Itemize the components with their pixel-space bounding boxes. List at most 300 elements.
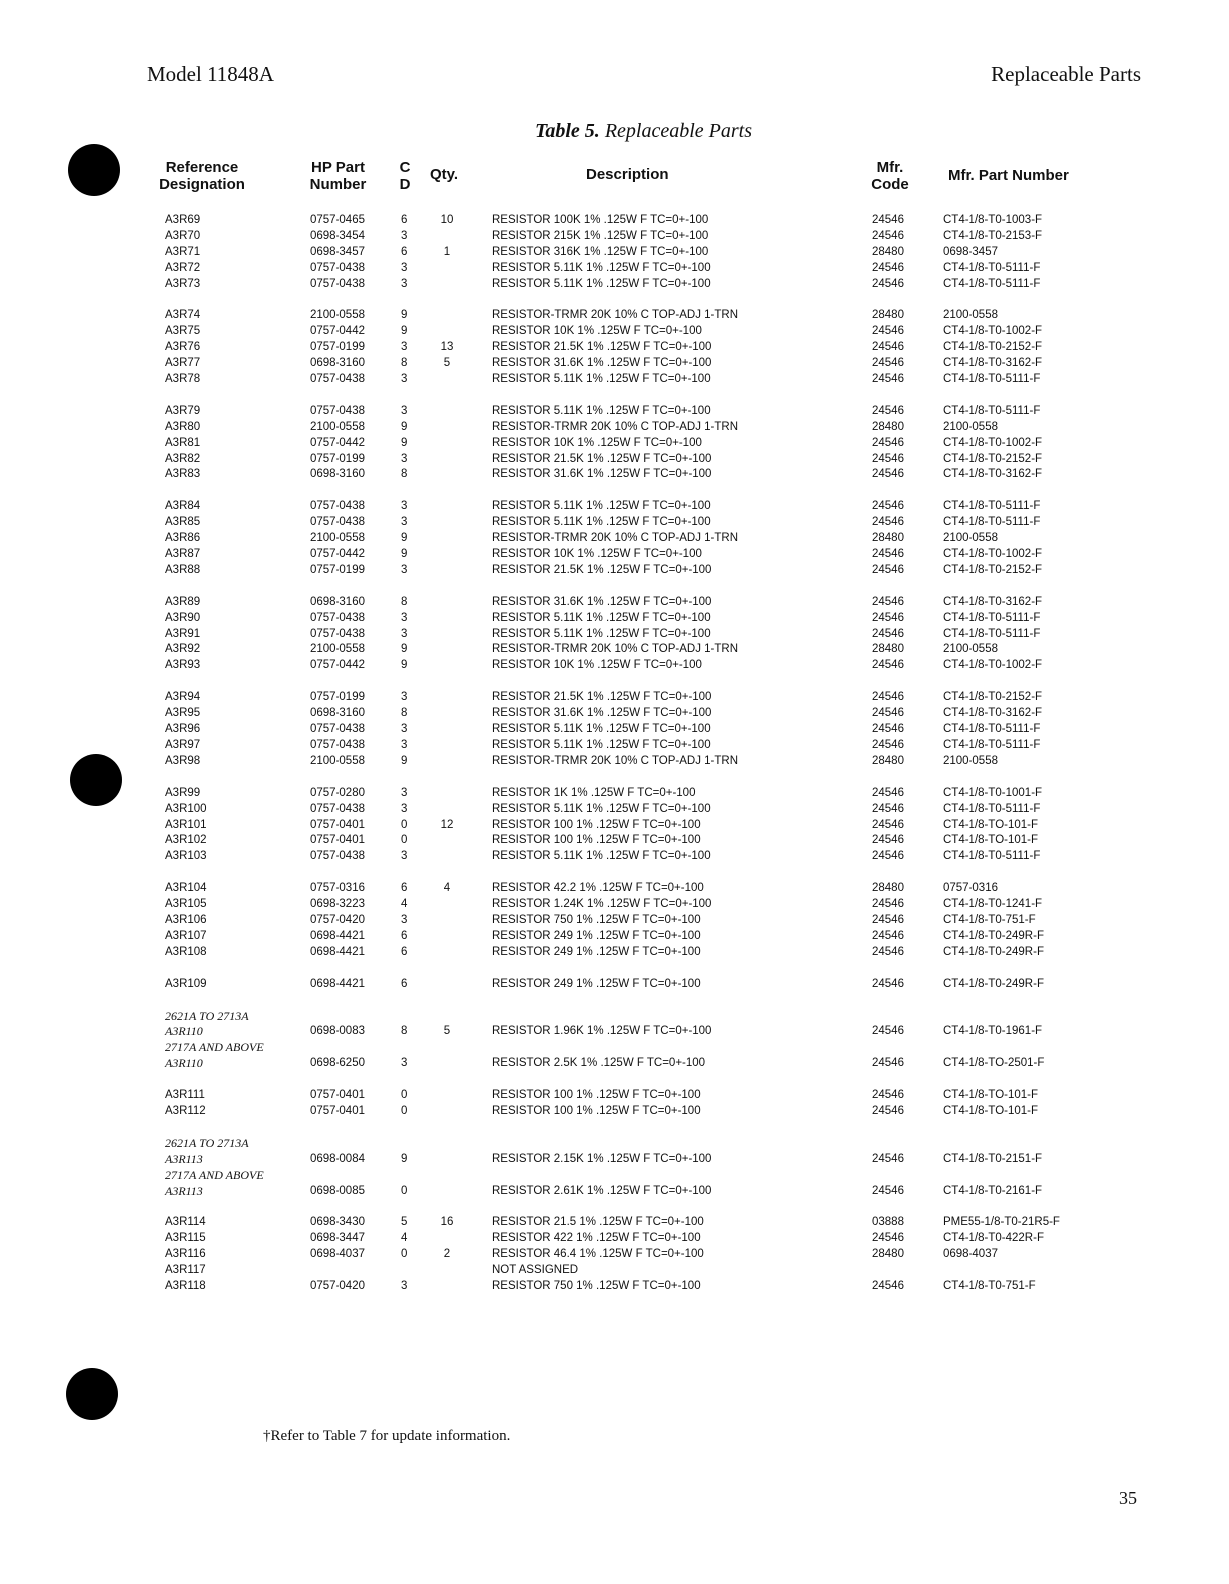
cell-mfr-part-number: CT4-1/8-T0-1241-F [943,898,1043,911]
cell-description: RESISTOR 5.11K 1% .125W F TC=0+-100 [492,261,711,274]
table-row [0,929,1229,945]
table-row [0,308,1229,324]
table-row [0,627,1229,643]
cell-cd: 0 [401,1248,408,1261]
cell-cd: 8 [401,595,408,608]
cell-description: RESISTOR 21.5K 1% .125W F TC=0+-100 [492,691,712,704]
column-header-description: Description [586,166,669,183]
cell-mfr-code: 24546 [872,436,904,449]
cell-mfr-code: 24546 [872,548,904,561]
cell-cd: 9 [401,309,408,322]
cell-cd: 3 [401,738,408,751]
cell-hp-part: 0757-0442 [310,325,365,338]
group-spacer [0,1120,1229,1136]
cell-mfr-code: 24546 [872,1152,904,1165]
table-row [0,658,1229,674]
cell-mfr-part-number: CT4-1/8-T0-1002-F [943,325,1043,338]
cell-hp-part: 0698-3223 [310,898,365,911]
cell-reference: A3R80 [165,420,201,433]
column-header-text: Reference [165,159,239,176]
cell-mfr-part-number: CT4-1/8-T0-5111-F [943,611,1041,624]
cell-description: RESISTOR 5.11K 1% .125W F TC=0+-100 [492,738,711,751]
table-row [0,245,1229,261]
group-spacer [0,993,1229,1009]
cell-reference: A3R110 [165,1024,203,1039]
cell-description: RESISTOR 249 1% .125W F TC=0+-100 [492,929,701,942]
cell-mfr-code: 28480 [872,643,904,656]
cell-reference: A3R79 [165,404,201,417]
cell-hp-part: 0698-3160 [310,468,365,481]
table-row [0,499,1229,515]
table-row [0,849,1229,865]
cell-mfr-part-number: CT4-1/8-T0-5111-F [943,627,1041,640]
cell-reference: A3R91 [165,627,201,640]
cell-description: RESISTOR 100 1% .125W F TC=0+-100 [492,834,701,847]
cell-description: RESISTOR 100 1% .125W F TC=0+-100 [492,818,701,831]
cell-mfr-code: 24546 [872,1104,904,1117]
table-row [0,833,1229,849]
section-header: Replaceable Parts [991,62,1141,86]
table-row [0,977,1229,993]
column-header-mfr-part-number: Mfr. Part Number [948,167,1069,184]
cell-mfr-part-number: CT4-1/8-T0-422R-F [943,1232,1044,1245]
cell-cd: 9 [401,548,408,561]
cell-mfr-code: 24546 [872,277,904,290]
group-spacer [0,770,1229,786]
cell-mfr-code: 24546 [872,723,904,736]
cell-cd: 3 [401,404,408,417]
cell-mfr-code: 24546 [872,404,904,417]
cell-hp-part: 0698-4421 [310,945,365,958]
cell-description: RESISTOR 5.11K 1% .125W F TC=0+-100 [492,404,711,417]
cell-cd: 4 [401,1232,408,1245]
cell-mfr-code: 28480 [872,309,904,322]
cell-mfr-code: 03888 [872,1216,904,1229]
cell-hp-part: 0757-0199 [310,452,365,465]
table-row [0,1024,1229,1040]
cell-mfr-code: 24546 [872,627,904,640]
cell-qty: 13 [440,341,454,354]
cell-description: RESISTOR 750 1% .125W F TC=0+-100 [492,1279,701,1292]
cell-reference: A3R112 [165,1104,206,1117]
cell-mfr-part-number: CT4-1/8-TO-101-F [943,834,1039,847]
table-row [0,213,1229,229]
cell-reference: A3R93 [165,659,201,672]
table-row [0,420,1229,436]
cell-reference: A3R100 [165,802,207,815]
cell-hp-part: 0757-0438 [310,802,365,815]
cell-description: RESISTOR 46.4 1% .125W F TC=0+-100 [492,1248,704,1261]
cell-description: RESISTOR 21.5K 1% .125W F TC=0+-100 [492,452,712,465]
table-row [0,754,1229,770]
cell-description: RESISTOR 2.15K 1% .125W F TC=0+-100 [492,1152,712,1165]
column-header-hp-part [300,159,376,193]
cell-cd: 9 [401,754,408,767]
table-number: Table 5. [534,120,600,142]
column-header-text: Designation [159,176,245,193]
cell-cd: 3 [401,627,408,640]
group-spacer [0,865,1229,881]
cell-mfr-code: 24546 [872,786,904,799]
cell-reference: A3R113 [165,1183,203,1198]
cell-reference: A3R92 [165,643,201,656]
footnote: †Refer to Table 7 for update information. [263,1428,511,1444]
cell-reference: A3R70 [165,229,201,242]
serial-range-label: 2717A AND ABOVE [165,1040,264,1055]
table-row [0,945,1229,961]
cell-reference: A3R82 [165,452,201,465]
table-row [0,436,1229,452]
cell-description: RESISTOR 5.11K 1% .125W F TC=0+-100 [492,611,711,624]
cell-mfr-part-number: CT4-1/8-T0-751-F [943,913,1036,926]
cell-reference: A3R98 [165,754,201,767]
cell-description: RESISTOR 31.6K 1% .125W F TC=0+-100 [492,357,712,370]
cell-description: RESISTOR 10K 1% .125W F TC=0+-100 [492,325,702,338]
cell-mfr-code: 28480 [872,1248,904,1261]
cell-hp-part: 0757-0199 [310,691,365,704]
cell-description: RESISTOR 5.11K 1% .125W F TC=0+-100 [492,850,711,863]
cell-mfr-part-number: CT4-1/8-T0-1002-F [943,659,1043,672]
cell-cd: 9 [401,532,408,545]
cell-description: RESISTOR 10K 1% .125W F TC=0+-100 [492,436,702,449]
cell-mfr-code: 24546 [872,1279,904,1292]
cell-cd: 3 [401,500,408,513]
column-header-reference [150,159,254,193]
table-row [0,690,1229,706]
cell-hp-part: 0698-0085 [310,1184,365,1197]
cell-mfr-part-number: CT4-1/8-T0-5111-F [943,723,1041,736]
cell-hp-part: 2100-0558 [310,420,365,433]
group-spacer [0,674,1229,690]
cell-reference: A3R111 [165,1089,205,1102]
table-row [0,531,1229,547]
cell-description: RESISTOR-TRMR 20K 10% C TOP-ADJ 1-TRN [492,420,739,433]
binder-hole [68,144,120,196]
cell-mfr-code: 28480 [872,420,904,433]
cell-description: RESISTOR 2.5K 1% .125W F TC=0+-100 [492,1057,706,1070]
cell-hp-part: 0757-0438 [310,277,365,290]
cell-reference: A3R77 [165,357,201,370]
cell-hp-part: 0757-0401 [310,818,365,831]
cell-mfr-part-number: CT4-1/8-T0-5111-F [943,500,1041,513]
cell-mfr-part-number: CT4-1/8-T0-2152-F [943,452,1043,465]
group-spacer [0,483,1229,499]
table-row [0,404,1229,420]
cell-reference: A3R73 [165,277,201,290]
cell-cd: 3 [401,373,408,386]
cell-reference: A3R113 [165,1151,203,1166]
cell-mfr-code: 28480 [872,754,904,767]
cell-hp-part: 0757-0438 [310,373,365,386]
table-row [0,356,1229,372]
cell-hp-part: 0757-0442 [310,436,365,449]
parts-table-body [0,213,1229,1295]
cell-reference: A3R71 [165,245,201,258]
serial-range-label: 2621A TO 2713A [165,1008,249,1023]
cell-mfr-part-number: CT4-1/8-T0-3162-F [943,707,1043,720]
cell-reference: A3R75 [165,325,201,338]
cell-hp-part: 0757-0401 [310,834,365,847]
cell-hp-part: 2100-0558 [310,643,365,656]
cell-mfr-code: 28480 [872,882,904,895]
cell-hp-part: 0757-0438 [310,500,365,513]
cell-mfr-code: 24546 [872,468,904,481]
table-row [0,563,1229,579]
cell-mfr-part-number: PME55-1/8-T0-21R5-F [943,1216,1060,1229]
cell-cd: 6 [401,929,408,942]
table-title [0,120,1229,143]
cell-cd: 3 [401,277,408,290]
column-header-text: Mfr. [876,159,904,176]
cell-reference: A3R109 [165,977,207,990]
cell-mfr-code: 28480 [872,245,904,258]
cell-description: RESISTOR 1K 1% .125W F TC=0+-100 [492,786,696,799]
column-header-qty: Qty. [430,166,459,183]
cell-mfr-code: 24546 [872,977,904,990]
table-row [0,706,1229,722]
cell-reference: A3R97 [165,738,201,751]
table-row [0,802,1229,818]
table-row [0,595,1229,611]
table-row [0,372,1229,388]
table-row [0,1263,1229,1279]
cell-reference: A3R105 [165,898,207,911]
cell-mfr-code: 24546 [872,611,904,624]
cell-qty: 10 [440,214,454,226]
cell-description: NOT ASSIGNED [492,1264,579,1277]
cell-cd: 3 [401,723,408,736]
cell-cd: 3 [401,452,408,465]
cell-hp-part: 0757-0401 [310,1089,365,1102]
cell-description: RESISTOR 100 1% .125W F TC=0+-100 [492,1089,701,1102]
cell-reference: A3R78 [165,373,201,386]
cell-reference: A3R76 [165,341,201,354]
cell-mfr-part-number: 2100-0558 [943,309,998,322]
cell-mfr-part-number: CT4-1/8-TO-101-F [943,818,1039,831]
cell-qty: 5 [443,1025,451,1038]
cell-cd: 9 [401,325,408,338]
cell-mfr-part-number: CT4-1/8-T0-2161-F [943,1184,1043,1197]
cell-description: RESISTOR 21.5K 1% .125W F TC=0+-100 [492,341,712,354]
cell-mfr-code: 28480 [872,532,904,545]
cell-hp-part: 0757-0438 [310,723,365,736]
cell-mfr-part-number: CT4-1/8-T0-1961-F [943,1025,1043,1038]
cell-mfr-code: 24546 [872,1025,904,1038]
cell-mfr-part-number: CT4-1/8-T0-3162-F [943,595,1043,608]
page-number: 35 [1119,1488,1137,1508]
cell-mfr-part-number: CT4-1/8-T0-751-F [943,1279,1036,1292]
cell-reference: A3R101 [165,818,207,831]
cell-reference: A3R110 [165,1056,203,1071]
group-spacer [0,1199,1229,1215]
cell-description: RESISTOR 249 1% .125W F TC=0+-100 [492,977,701,990]
cell-cd: 0 [401,1104,408,1117]
cell-mfr-part-number: CT4-1/8-T0-2151-F [943,1152,1043,1165]
cell-description: RESISTOR 2.61K 1% .125W F TC=0+-100 [492,1184,712,1197]
cell-reference: A3R102 [165,834,207,847]
serial-range-row [0,1168,1229,1184]
cell-description: RESISTOR 31.6K 1% .125W F TC=0+-100 [492,595,712,608]
cell-hp-part: 0757-0438 [310,850,365,863]
serial-range-row [0,1040,1229,1056]
cell-reference: A3R108 [165,945,207,958]
cell-mfr-part-number: CT4-1/8-T0-1001-F [943,786,1043,799]
cell-description: RESISTOR 5.11K 1% .125W F TC=0+-100 [492,802,711,815]
cell-description: RESISTOR 316K 1% .125W F TC=0+-100 [492,245,709,258]
table-row [0,1279,1229,1295]
table-row [0,818,1229,834]
cell-mfr-part-number: CT4-1/8-T0-1002-F [943,436,1043,449]
cell-hp-part: 0698-0083 [310,1025,365,1038]
cell-reference: A3R72 [165,261,201,274]
cell-mfr-part-number: CT4-1/8-T0-3162-F [943,357,1043,370]
cell-hp-part: 0757-0442 [310,548,365,561]
serial-range-row [0,1009,1229,1025]
cell-mfr-code: 24546 [872,325,904,338]
cell-cd: 9 [401,643,408,656]
cell-qty: 16 [440,1216,454,1229]
table-row [0,913,1229,929]
cell-cd: 3 [401,1279,408,1292]
cell-qty: 12 [440,818,454,831]
group-spacer [0,292,1229,308]
cell-mfr-code: 24546 [872,802,904,815]
group-spacer [0,961,1229,977]
cell-mfr-part-number: CT4-1/8-T0-5111-F [943,261,1041,274]
cell-description: RESISTOR 5.11K 1% .125W F TC=0+-100 [492,627,711,640]
cell-hp-part: 0698-3160 [310,707,365,720]
table-row [0,1231,1229,1247]
cell-description: RESISTOR 100K 1% .125W F TC=0+-100 [492,214,709,226]
cell-description: RESISTOR 422 1% .125W F TC=0+-100 [492,1232,701,1245]
table-row [0,1247,1229,1263]
cell-reference: A3R107 [165,929,207,942]
cell-cd: 3 [401,341,408,354]
cell-mfr-code: 24546 [872,1232,904,1245]
cell-qty: 4 [443,882,451,895]
cell-hp-part: 0698-4421 [310,977,365,990]
cell-reference: A3R85 [165,516,201,529]
table-row [0,229,1229,245]
cell-mfr-part-number: CT4-1/8-T0-5111-F [943,277,1041,290]
column-header-cd [398,159,412,193]
column-header-text: Code [871,176,909,193]
cell-hp-part: 2100-0558 [310,309,365,322]
cell-hp-part: 0698-3447 [310,1232,365,1245]
column-header-text: HP Part [311,159,365,176]
cell-cd: 3 [401,1057,408,1070]
cell-hp-part: 0757-0420 [310,1279,365,1292]
cell-mfr-part-number: 2100-0558 [943,754,998,767]
table-row [0,722,1229,738]
cell-reference: A3R103 [165,850,207,863]
cell-description: RESISTOR 5.11K 1% .125W F TC=0+-100 [492,516,711,529]
cell-mfr-code: 24546 [872,516,904,529]
cell-mfr-part-number: CT4-1/8-T0-3162-F [943,468,1043,481]
cell-hp-part: 0698-3160 [310,595,365,608]
cell-description: RESISTOR 1.96K 1% .125W F TC=0+-100 [492,1025,712,1038]
cell-cd: 3 [401,563,408,576]
cell-cd: 8 [401,357,408,370]
table-row [0,452,1229,468]
cell-description: RESISTOR 5.11K 1% .125W F TC=0+-100 [492,277,711,290]
cell-description: RESISTOR 249 1% .125W F TC=0+-100 [492,945,701,958]
cell-reference: A3R86 [165,532,201,545]
cell-cd: 9 [401,659,408,672]
cell-cd: 0 [401,834,408,847]
cell-mfr-code: 24546 [872,563,904,576]
cell-mfr-code: 24546 [872,500,904,513]
cell-cd: 4 [401,898,408,911]
cell-hp-part: 0757-0438 [310,404,365,417]
cell-cd: 3 [401,691,408,704]
cell-cd: 8 [401,707,408,720]
cell-mfr-code: 24546 [872,659,904,672]
table-row [0,1184,1229,1200]
cell-reference: A3R90 [165,611,201,624]
cell-reference: A3R69 [165,214,201,226]
cell-mfr-code: 24546 [872,850,904,863]
cell-hp-part: 0757-0442 [310,659,365,672]
cell-cd: 6 [401,214,408,226]
cell-mfr-code: 24546 [872,1057,904,1070]
cell-hp-part: 0757-0401 [310,1104,365,1117]
cell-mfr-part-number: CT4-1/8-TO-2501-F [943,1057,1045,1070]
cell-mfr-code: 24546 [872,929,904,942]
cell-mfr-part-number: CT4-1/8-T0-2153-F [943,229,1043,242]
cell-cd: 3 [401,802,408,815]
cell-hp-part: 2100-0558 [310,754,365,767]
cell-cd: 9 [401,436,408,449]
cell-cd: 3 [401,516,408,529]
cell-cd: 6 [401,977,408,990]
table-row [0,261,1229,277]
group-spacer [0,579,1229,595]
cell-hp-part: 0757-0438 [310,516,365,529]
cell-mfr-part-number: CT4-1/8-T0-2152-F [943,341,1043,354]
cell-hp-part: 0757-0199 [310,563,365,576]
cell-reference: A3R117 [165,1264,206,1277]
cell-reference: A3R104 [165,882,207,895]
cell-cd: 5 [401,1216,408,1229]
cell-hp-part: 0698-6250 [310,1057,365,1070]
cell-mfr-code: 24546 [872,834,904,847]
cell-mfr-code: 24546 [872,738,904,751]
table-row [0,881,1229,897]
cell-hp-part: 0757-0280 [310,786,365,799]
cell-hp-part: 2100-0558 [310,532,365,545]
cell-mfr-part-number: 2100-0558 [943,643,998,656]
column-header-mfr-code [862,159,918,193]
cell-description: RESISTOR 31.6K 1% .125W F TC=0+-100 [492,468,712,481]
table-row [0,1104,1229,1120]
cell-description: RESISTOR 100 1% .125W F TC=0+-100 [492,1104,701,1117]
table-row [0,738,1229,754]
cell-description: RESISTOR 215K 1% .125W F TC=0+-100 [492,229,709,242]
cell-reference: A3R114 [165,1216,206,1229]
cell-cd: 3 [401,229,408,242]
cell-mfr-code: 24546 [872,1089,904,1102]
column-header-text: Number [309,176,367,193]
cell-cd: 0 [401,818,408,831]
cell-hp-part: 0698-3454 [310,229,365,242]
cell-mfr-part-number: CT4-1/8-TO-101-F [943,1104,1039,1117]
cell-hp-part: 0698-3457 [310,245,365,258]
cell-cd: 6 [401,245,408,258]
cell-mfr-part-number: CT4-1/8-T0-2152-F [943,691,1043,704]
serial-range-label: 2717A AND ABOVE [165,1167,264,1182]
cell-qty: 1 [443,245,451,258]
